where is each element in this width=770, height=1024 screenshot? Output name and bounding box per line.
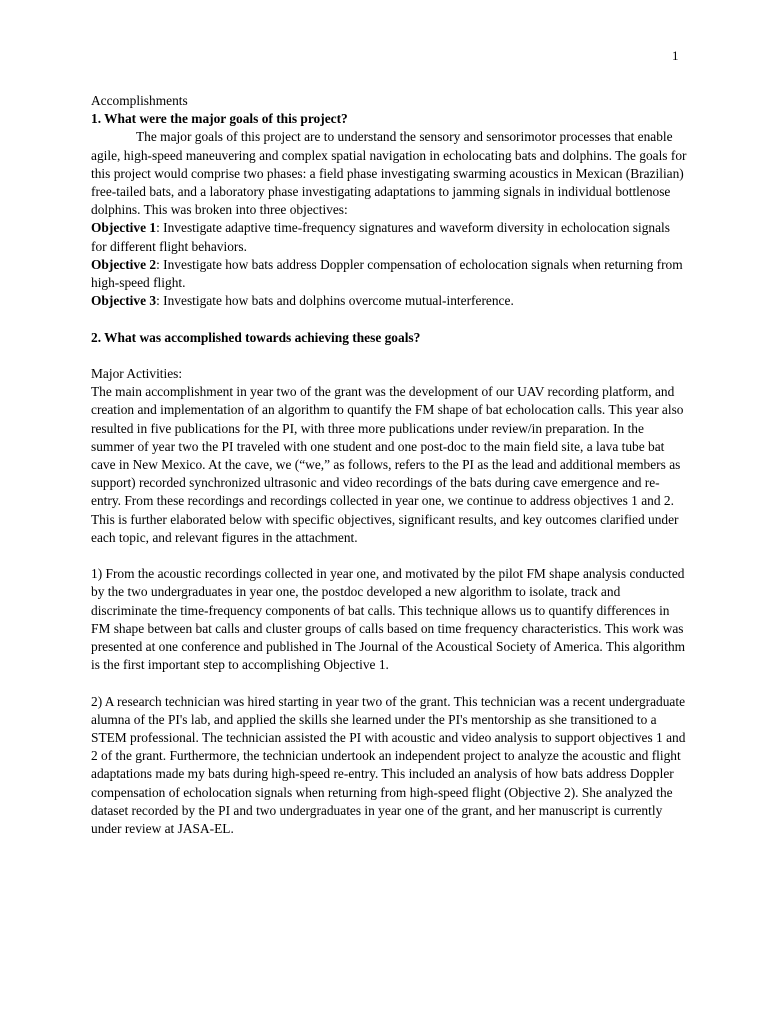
- section-heading: Accomplishments: [91, 93, 188, 108]
- spacer: [91, 674, 687, 692]
- document-body: [91, 92, 687, 838]
- question-2-heading: 2. What was accomplished towards achieving these goals?: [91, 329, 421, 345]
- objective-label: Objective 1: [91, 220, 157, 236]
- page-number: 1: [672, 48, 679, 63]
- objective-label: Objective 2: [91, 256, 157, 272]
- question-1-heading: 1. What were the major goals of this project?: [91, 111, 348, 127]
- major-activities-label: Major Activities:: [91, 366, 183, 382]
- goals-paragraph: The major goals of this project are to understand the sensory and sensorimotor processes that enable agile, high-speed maneuvering and complex spatial navigation in echolocating bats and dolphins. The goals for this project would comprise two phases: a field phase investigating swarming acoustics in Mexican (Brazilian) free-tailed bats, and a laboratory phase investigating adaptations to jamming signals in individual bottlenose dolphins. This was broken into three objectives:: [91, 129, 687, 218]
- item-1-paragraph: 1) From the acoustic recordings collected in year one, and motivated by the pilot FM shape analysis conducted by the two undergraduates in year one, the postdoc developed a new algorithm to isolate, track and discriminate the time-frequency components of bat calls. This technique allows us to quantify differences in FM shape between bat calls and cluster groups of calls based on time frequency characteristics. This work was presented at one conference and published in The Journal of the Acoustical Society of America. This algorithm is the first important step to accomplishing Objective 1.: [91, 566, 686, 673]
- objective-text: : Investigate how bats address Doppler compensation of echolocation signals when returning from high-speed flight.: [91, 256, 683, 291]
- objective-text: : Investigate how bats and dolphins overcome mutual-interference.: [156, 293, 514, 309]
- objective-2: [91, 256, 687, 292]
- item-2-paragraph: 2) A research technician was hired starting in year two of the grant. This technician was a recent undergraduate alumna of the PI's lab, and applied the skills she learned under the PI's mentorship as she transitioned to a STEM professional. The technician assisted the PI with acoustic and video analysis to support objectives 1 and 2 of the grant. Furthermore, the technician undertook an independent project to analyze the acoustic and flight adaptations made my bats during high-speed re-entry. This included an analysis of how bats address Doppler compensation of echolocation signals when returning from high-speed flight (Objective 2). She analyzed the dataset recorded by the PI and two undergraduates in year one of the grant, and her manuscript is currently under review at JASA-EL.: [91, 693, 686, 837]
- major-activities-paragraph: The main accomplishment in year two of the grant was the development of our UAV recording platform, and creation and implementation of an algorithm to quantify the FM shape of bat echolocation calls. This year also resulted in five publications for the PI, with three more publications under review/in preparation. In the summer of year two the PI traveled with one student and one post-doc to the main field site, a lava tube bat cave in New Mexico. At the cave, we (“we,” as follows, refers to the PI as the lead and additional members as support) recorded synchronized ultrasonic and video recordings of the bats during cave emergence and re-entry. From these recordings and recordings collected in year one, we continue to address objectives 1 and 2. This is further elaborated below with specific objectives, significant results, and key outcomes clarified under each topic, and relevant figures in the attachment.: [91, 384, 684, 545]
- objective-3: [91, 292, 687, 310]
- objective-label: Objective 3: [91, 293, 157, 309]
- spacer: [91, 547, 687, 565]
- objective-text: : Investigate adaptive time-frequency signatures and waveform diversity in echolocation signals for different flight behaviors.: [91, 220, 670, 254]
- spacer: [91, 310, 687, 328]
- objective-1: [91, 219, 687, 255]
- spacer: [91, 347, 687, 365]
